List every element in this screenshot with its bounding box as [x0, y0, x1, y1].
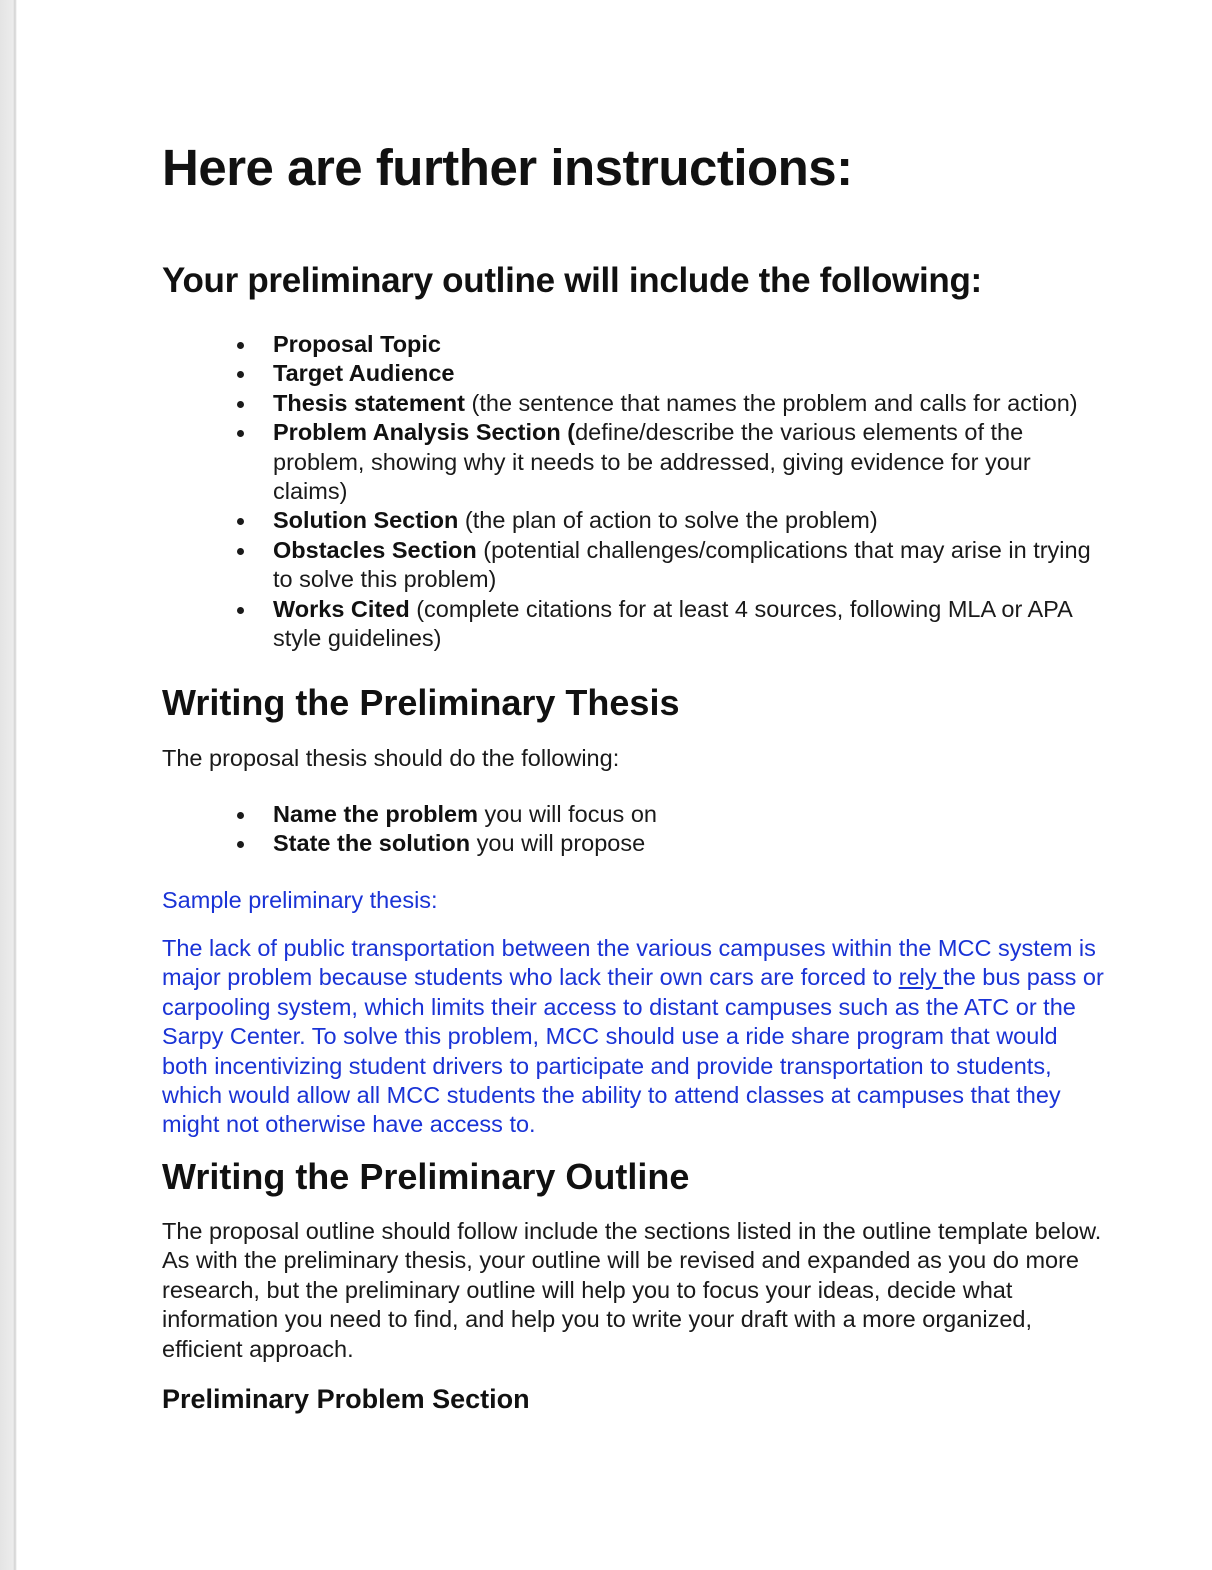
list-item: Obstacles Section (potential challenges/complications that may arise in trying to solve this problem)	[162, 536, 1112, 595]
main-heading: Here are further instructions:	[162, 139, 853, 196]
bullet-icon	[237, 342, 244, 349]
bullet-icon	[237, 371, 244, 378]
bullet-icon	[237, 812, 244, 819]
list-item: Solution Section (the plan of action to solve the problem)	[162, 506, 1112, 535]
list-item: Name the problem you will focus on	[162, 800, 1112, 829]
outline-section-text: The proposal outline should follow include the sections listed in the outline template below. As with the preliminary thesis, your outline will be revised and expanded as you do more research, but the preliminary outline will help you to focus your ideas, decide what information you need to find, and help you to write your draft with a more organized, efficient approach.	[162, 1218, 1102, 1362]
bullet-icon	[237, 607, 244, 614]
window-left-edge	[0, 0, 17, 1570]
thesis-section-heading: Writing the Preliminary Thesis	[162, 682, 680, 723]
outline-section-heading: Writing the Preliminary Outline	[162, 1156, 690, 1197]
list-item: Target Audience	[162, 359, 1112, 388]
underlined-word: rely	[898, 964, 944, 991]
list-item: State the solution you will propose	[162, 829, 1112, 858]
list-item: Proposal Topic	[162, 330, 1112, 359]
sample-thesis-text: The lack of public transportation between the various campuses within the MCC system is major problem because students who lack their own cars are forced to rely the bus pass or carpooling system, which limits their access to distant campuses such as the ATC or the Sarpy Center. To solve this problem, MCC should use a ride share program that would both incentivizing student drivers to participate and provide transportation to students, which would allow all MCC students the ability to attend classes at campuses that they might not otherwise have access to.	[162, 935, 1104, 1138]
sample-thesis-label: Sample preliminary thesis:	[162, 887, 438, 913]
bullet-icon	[237, 548, 244, 555]
list-item: Works Cited (complete citations for at least 4 sources, following MLA or APA style guidelines)	[162, 595, 1112, 654]
bullet-icon	[237, 430, 244, 437]
bullet-icon	[237, 841, 244, 848]
list-item: Thesis statement (the sentence that names the problem and calls for action)	[162, 389, 1112, 418]
bullet-icon	[237, 518, 244, 525]
outline-items-list	[162, 330, 1112, 653]
outline-includes-heading: Your preliminary outline will include the following:	[162, 261, 982, 300]
problem-section-heading: Preliminary Problem Section	[162, 1384, 530, 1414]
thesis-items-list	[162, 800, 1112, 859]
bullet-icon	[237, 401, 244, 408]
list-item: Problem Analysis Section (define/describe the various elements of the problem, showing why it needs to be addressed, giving evidence for your claims)	[162, 418, 1112, 506]
thesis-intro-text: The proposal thesis should do the following:	[162, 745, 620, 771]
